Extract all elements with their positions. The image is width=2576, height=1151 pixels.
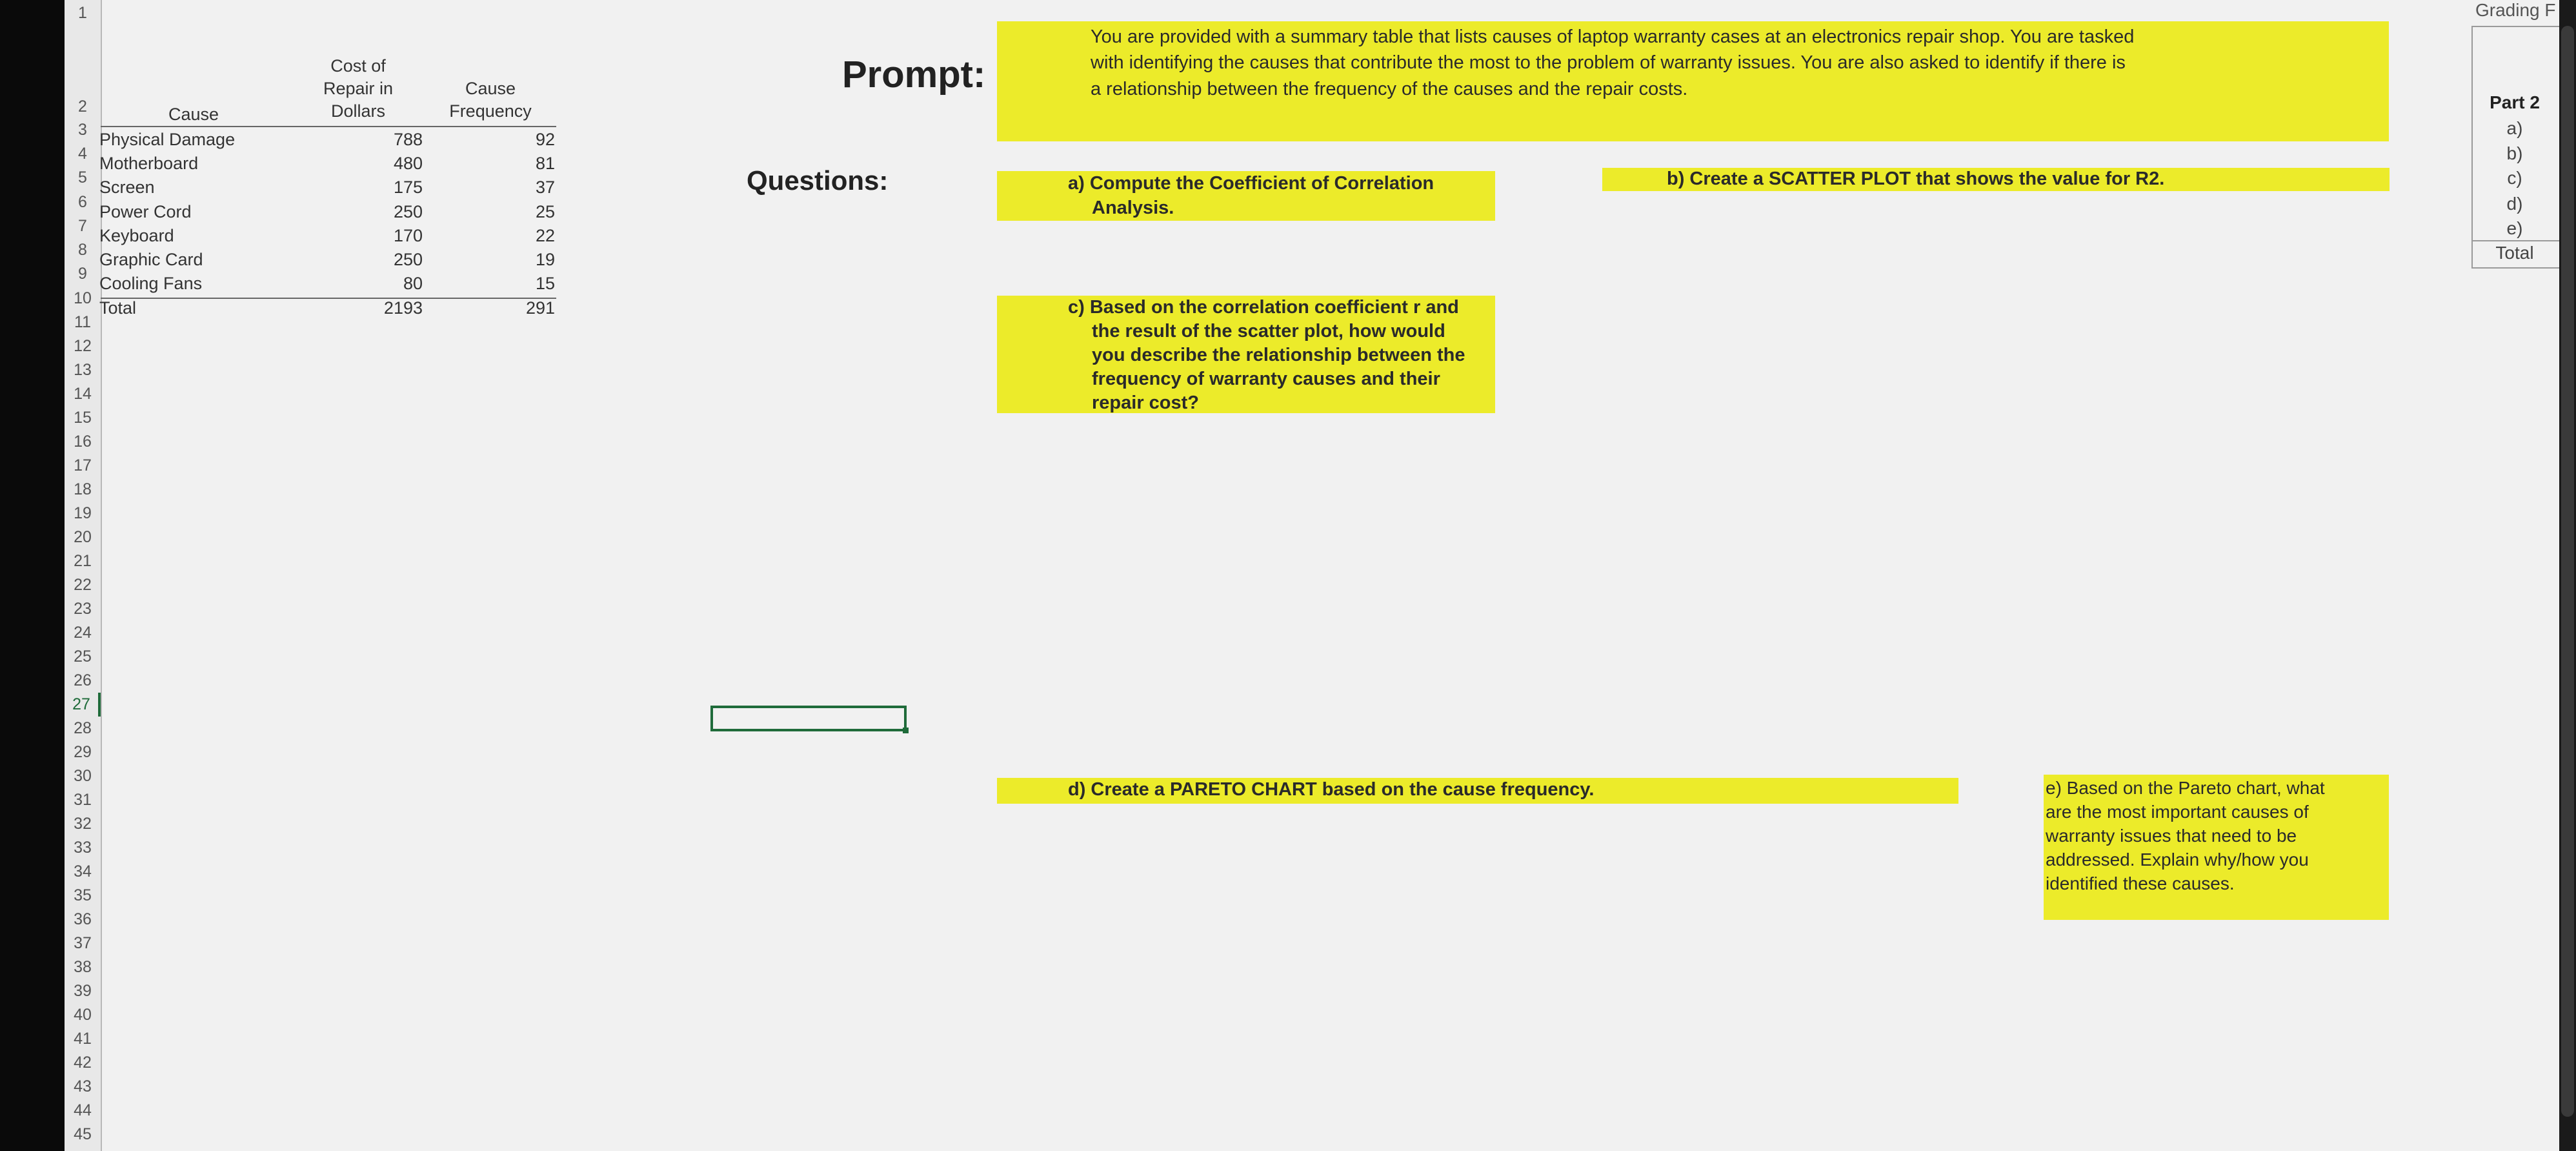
cause-cell[interactable]: Motherboard — [99, 154, 199, 173]
question-c-line-1: c) Based on the correlation coefficient r and — [1068, 297, 1459, 318]
row-number[interactable]: 20 — [74, 528, 92, 546]
cause-cell[interactable]: Keyboard — [99, 226, 174, 245]
row-number[interactable]: 19 — [74, 504, 92, 522]
scrollbar-thumb[interactable] — [2561, 26, 2574, 1117]
header-freq-line2: Frequency — [449, 101, 532, 121]
cost-cell[interactable]: 788 — [393, 130, 423, 149]
screen-edge — [0, 0, 65, 1151]
row-number[interactable]: 1 — [78, 4, 87, 22]
grading-part-label: Part 2 — [2490, 92, 2540, 112]
header-cost-line3: Dollars — [330, 101, 386, 121]
row-number[interactable]: 35 — [74, 886, 92, 904]
question-c-line-5: repair cost? — [1092, 392, 1199, 413]
row-number[interactable]: 6 — [78, 193, 87, 211]
header-cost — [310, 55, 407, 123]
prompt-line-1: You are provided with a summary table that lists causes of laptop warranty cases at an electronics repair shop. You are tasked — [1091, 26, 2135, 47]
header-cost-line2: Repair in — [323, 79, 394, 98]
prompt-line-2: with identifying the causes that contribute the most to the problem of warranty issues. You are also asked to identify if there is — [1091, 52, 2126, 73]
question-e-line-5: identified these causes. — [2046, 873, 2235, 893]
frequency-cell[interactable]: 92 — [535, 130, 555, 149]
row-number[interactable]: 36 — [74, 910, 92, 928]
grading-item-b[interactable]: b) — [2506, 143, 2523, 163]
row-number[interactable]: 18 — [74, 480, 92, 498]
question-e-line-4: addressed. Explain why/how you — [2046, 850, 2309, 870]
row-number[interactable]: 10 — [74, 289, 92, 307]
row-number[interactable]: 33 — [74, 839, 92, 857]
row-number[interactable]: 15 — [74, 409, 92, 427]
grading-total-divider — [2471, 240, 2559, 241]
selected-cell[interactable] — [710, 706, 907, 731]
question-d-text: d) Create a PARETO CHART based on the cause frequency. — [1068, 779, 1595, 800]
row-number[interactable]: 40 — [74, 1006, 92, 1024]
row-number[interactable]: 7 — [78, 217, 87, 235]
question-b-text: b) Create a SCATTER PLOT that shows the value for R2. — [1667, 168, 2165, 189]
frequency-cell[interactable]: 25 — [535, 202, 555, 221]
row-number[interactable]: 42 — [74, 1054, 92, 1072]
header-cause: Cause — [168, 105, 219, 124]
row-number[interactable]: 34 — [74, 862, 92, 881]
question-e-line-1: e) Based on the Pareto chart, what — [2046, 778, 2325, 798]
row-number[interactable]: 32 — [74, 815, 92, 833]
question-e-line-3: warranty issues that need to be — [2046, 826, 2297, 846]
row-number[interactable]: 24 — [74, 624, 92, 642]
cause-cell[interactable]: Screen — [99, 178, 155, 197]
row-number[interactable]: 27 — [65, 693, 101, 717]
header-cost-line1: Cost of — [330, 56, 386, 76]
cost-cell[interactable]: 250 — [393, 202, 423, 221]
cause-cell[interactable]: Cooling Fans — [99, 274, 203, 293]
question-a-line-1: a) Compute the Coefficient of Correlation — [1068, 173, 1434, 194]
header-underline — [101, 126, 556, 127]
total-frequency[interactable]: 291 — [525, 298, 555, 318]
row-number[interactable]: 39 — [74, 982, 92, 1000]
cost-cell[interactable]: 480 — [393, 154, 423, 173]
frequency-cell[interactable]: 15 — [535, 274, 555, 293]
row-number[interactable]: 44 — [74, 1101, 92, 1119]
total-cost[interactable]: 2193 — [383, 298, 423, 318]
row-number[interactable]: 2 — [78, 97, 87, 116]
header-freq-line1: Cause — [465, 79, 516, 98]
row-number[interactable]: 28 — [74, 719, 92, 737]
row-number[interactable]: 4 — [78, 145, 87, 163]
question-c-line-4: frequency of warranty causes and their — [1092, 369, 1440, 389]
frequency-cell[interactable]: 19 — [535, 250, 555, 269]
row-number[interactable]: 23 — [74, 600, 92, 618]
frequency-cell[interactable]: 37 — [535, 178, 555, 197]
fill-handle[interactable] — [903, 728, 909, 733]
grading-item-c[interactable]: c) — [2507, 168, 2522, 188]
cost-cell[interactable]: 170 — [393, 226, 423, 245]
grading-item-e[interactable]: e) — [2506, 218, 2523, 238]
row-number[interactable]: 14 — [74, 385, 92, 403]
cause-cell[interactable]: Graphic Card — [99, 250, 203, 269]
question-c-line-2: the result of the scatter plot, how would — [1092, 321, 1445, 341]
row-number[interactable]: 11 — [74, 313, 91, 331]
prompt-line-3: a relationship between the frequency of the causes and the repair costs. — [1091, 79, 1688, 99]
row-number[interactable]: 29 — [74, 743, 92, 761]
grading-title: Grading F — [2475, 0, 2556, 20]
row-number[interactable]: 37 — [74, 934, 92, 952]
row-number[interactable]: 41 — [74, 1030, 92, 1048]
vertical-scrollbar[interactable] — [2559, 0, 2576, 1151]
row-number[interactable]: 25 — [74, 647, 92, 666]
frequency-cell[interactable]: 22 — [535, 226, 555, 245]
question-c-line-3: you describe the relationship between the — [1092, 345, 1465, 365]
header-frequency — [439, 77, 542, 123]
cause-cell[interactable]: Physical Damage — [99, 130, 236, 149]
question-e-line-2: are the most important causes of — [2046, 802, 2309, 822]
frequency-cell[interactable]: 81 — [535, 154, 555, 173]
cost-cell[interactable]: 175 — [393, 178, 423, 197]
row-number[interactable]: 5 — [78, 168, 87, 187]
row-number[interactable]: 3 — [78, 121, 87, 139]
row-number[interactable]: 43 — [74, 1077, 92, 1095]
grading-item-a[interactable]: a) — [2506, 118, 2523, 138]
prompt-label: Prompt: — [842, 54, 986, 96]
question-a-line-2: Analysis. — [1092, 198, 1174, 218]
row-header-column[interactable] — [65, 0, 102, 1151]
row-number[interactable]: 9 — [78, 265, 87, 283]
row-number[interactable]: 30 — [74, 767, 92, 785]
row-number[interactable]: 26 — [74, 671, 92, 689]
row-number[interactable]: 22 — [74, 576, 92, 594]
total-label[interactable]: Total — [99, 298, 137, 318]
questions-label: Questions: — [747, 165, 889, 196]
cost-cell[interactable]: 80 — [403, 274, 423, 293]
row-number[interactable]: 21 — [74, 552, 92, 570]
row-number[interactable]: 8 — [78, 241, 87, 259]
cost-cell[interactable]: 250 — [393, 250, 423, 269]
row-number[interactable]: 45 — [74, 1125, 92, 1143]
row-number[interactable]: 12 — [74, 337, 92, 355]
row-number[interactable]: 38 — [74, 958, 92, 976]
grading-item-d[interactable]: d) — [2506, 194, 2523, 214]
row-number[interactable]: 17 — [74, 456, 92, 474]
row-number[interactable]: 13 — [74, 361, 92, 379]
row-number[interactable]: 16 — [74, 433, 92, 451]
row-number[interactable]: 31 — [74, 791, 92, 809]
grading-total[interactable]: Total — [2495, 243, 2534, 263]
cause-cell[interactable]: Power Cord — [99, 202, 192, 221]
